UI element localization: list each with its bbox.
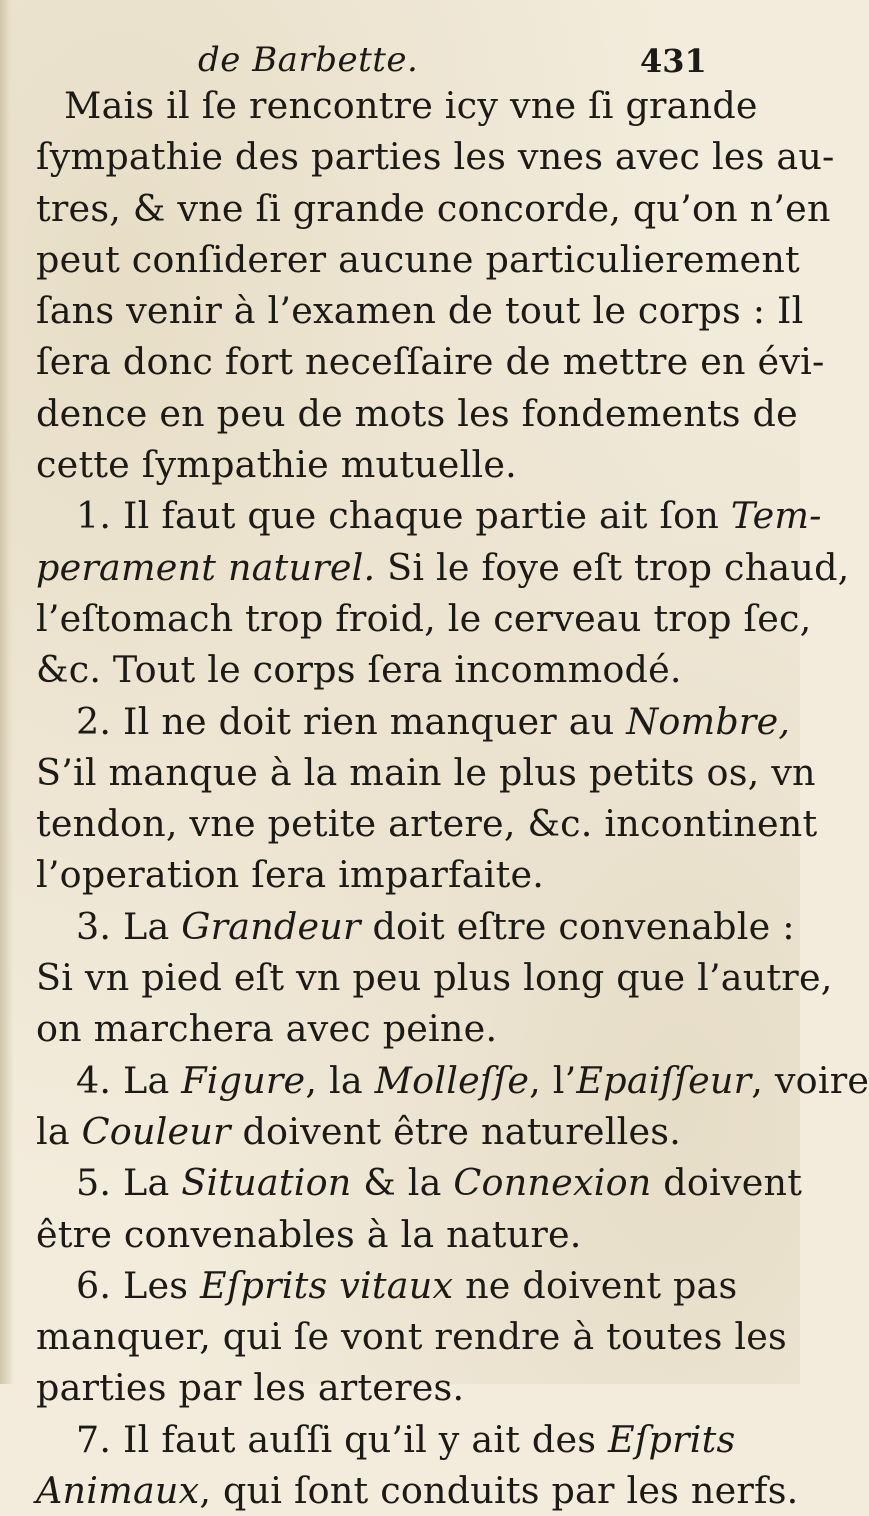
italic-term: Tem- (730, 494, 822, 538)
text-line (36, 490, 822, 541)
text-segment: peut conſiderer aucune particulierement (36, 237, 800, 281)
text-segment: la (36, 1109, 82, 1153)
text-segment: , la (305, 1058, 375, 1102)
text-segment: 4. La (76, 1058, 182, 1102)
text-segment: 5. La (76, 1161, 182, 1205)
text-line (36, 901, 795, 952)
text-line (36, 644, 736, 695)
text-line (36, 798, 818, 849)
italic-term: Couleur (81, 1109, 231, 1153)
text-line (36, 336, 825, 387)
text-segment: Si le foye eſt trop chaud, (375, 545, 850, 589)
italic-term: Molleſſe (374, 1058, 530, 1102)
running-title: de Barbette. (198, 40, 419, 80)
text-line (36, 439, 736, 490)
text-segment: être convenables à la nature. (36, 1212, 582, 1256)
italic-term: perament naturel. (36, 545, 376, 589)
text-segment: 6. Les (76, 1263, 200, 1307)
text-line (36, 131, 835, 182)
text-line (36, 234, 800, 285)
text-line (36, 593, 812, 644)
text-segment: &c. Tout le corps ſera incommodé. (36, 648, 682, 692)
text-segment: doit eſtre convenable : (360, 904, 795, 948)
text-segment: ſympathie des parties les vnes avec les au- (36, 135, 835, 179)
text-line (36, 1260, 736, 1311)
text-segment: & la (351, 1161, 454, 1205)
text-line (36, 696, 791, 747)
text-line (36, 1157, 803, 1208)
italic-term: Figure (181, 1058, 306, 1102)
text-line (36, 1414, 736, 1465)
text-segment: , qui ſont conduits par les nerfs. (199, 1469, 799, 1513)
text-segment: 7. Il faut auſſi qu’il y ait des (76, 1417, 608, 1461)
text-segment: doivent être naturelles. (230, 1109, 681, 1153)
text-segment: parties par les arteres. (36, 1366, 465, 1410)
text-segment: , l’ (529, 1058, 577, 1102)
italic-term: Eſprits (607, 1417, 736, 1461)
italic-term: Situation (181, 1161, 352, 1205)
page-edge (0, 0, 14, 1384)
text-line (36, 849, 736, 900)
text-segment: Si vn pied eſt vn peu plus long que l’autre, (36, 956, 833, 1000)
text-segment: l’eſtomach trop froid, le cerveau trop ſec, (36, 596, 812, 640)
body-text (36, 80, 869, 1516)
text-line (36, 542, 850, 593)
italic-term: Nombre, (626, 699, 791, 743)
text-segment: on marchera avec peine. (36, 1007, 498, 1051)
text-segment: , voire (751, 1058, 869, 1102)
text-segment: ne doivent pas (453, 1263, 738, 1307)
text-line (36, 1003, 736, 1054)
text-segment: 1. Il faut que chaque partie ait ſon (76, 494, 731, 538)
text-line (36, 183, 831, 234)
italic-term: Grandeur (181, 904, 361, 948)
text-line (36, 388, 798, 439)
text-line (36, 1209, 736, 1260)
text-line (36, 1055, 869, 1106)
italic-term: Epaiſſeur (576, 1058, 752, 1102)
text-line (36, 285, 804, 336)
text-line (36, 1311, 787, 1362)
text-segment: doivent (651, 1161, 803, 1205)
text-segment: tendon, vne petite artere, &c. incontinent (36, 802, 818, 846)
text-segment: manquer, qui ſe vont rendre à toutes les (36, 1315, 787, 1359)
italic-term: Connexion (453, 1161, 652, 1205)
page-number: 431 (640, 42, 707, 80)
text-line (36, 952, 833, 1003)
text-segment: tres, & vne ſi grande concorde, qu’on n’en (36, 186, 831, 230)
text-segment: S’il manque à la main le plus petits os, vn (36, 750, 816, 794)
text-segment: 3. La (76, 904, 182, 948)
text-line (36, 747, 816, 798)
italic-term: Animaux (36, 1469, 200, 1513)
text-segment: ſera donc fort neceſſaire de mettre en évi- (36, 340, 825, 384)
text-line (36, 1362, 736, 1413)
text-segment: l’operation ſera imparfaite. (36, 853, 545, 897)
text-line (36, 80, 758, 131)
text-segment: 2. Il ne doit rien manquer au (76, 699, 627, 743)
text-segment: dence en peu de mots les fondements de (36, 391, 798, 435)
italic-term: Eſprits vitaux (200, 1263, 454, 1307)
text-line (36, 1106, 736, 1157)
text-segment: cette ſympathie mutuelle. (36, 443, 517, 487)
text-segment: Mais il ſe rencontre icy vne ſi grande (64, 84, 758, 127)
text-line (36, 1465, 799, 1516)
text-segment: ſans venir à l’examen de tout le corps : Il (36, 289, 804, 333)
